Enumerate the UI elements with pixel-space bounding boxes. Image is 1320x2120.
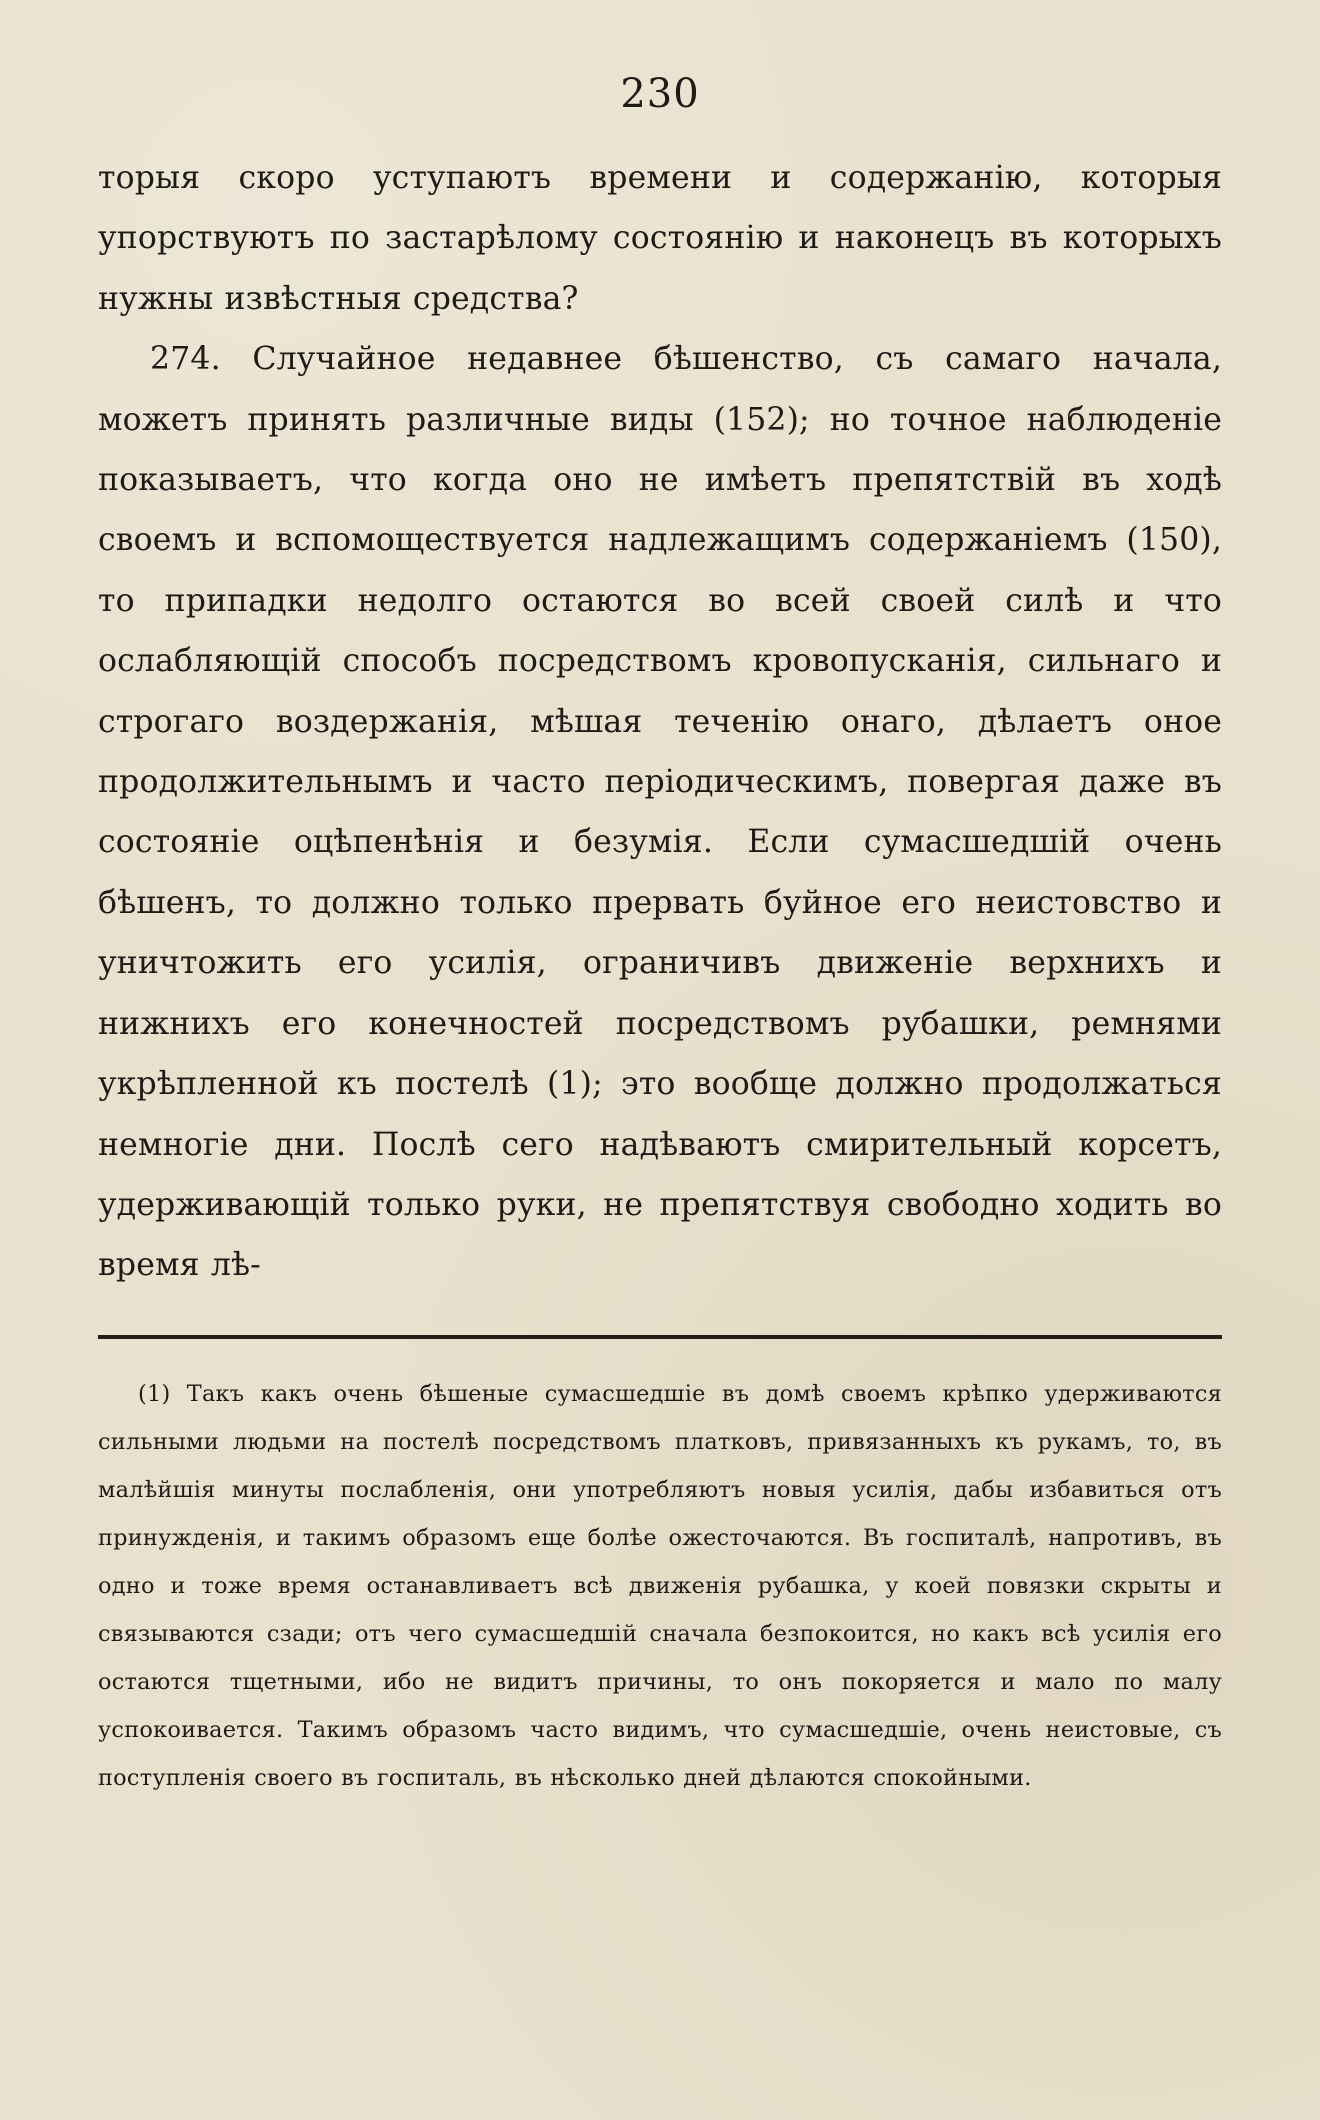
paragraph-continuation: торыя скоро уступаютъ времени и содержанію, которыя упорствуютъ по застарѣлому состоянію и наконецъ въ которыхъ нужны извѣстныя средства?: [98, 160, 1222, 317]
footnote-divider: [98, 1335, 1222, 1339]
paragraph-274: 274. Случайное недавнее бѣшенство, съ самаго начала, можетъ принять различные виды (152); но точное наблюденіе показываетъ, что когда оно не имѣетъ препятствій въ ходѣ своемъ и вспомоществуется надлежащимъ содержаніемъ (150), то припадки недолго остаются во всей своей силѣ и что ослабляющій способъ посредствомъ кровопусканія, сильнаго и строгаго воздержанія, мѣшая теченію онаго, дѣлаетъ оное продолжительнымъ и часто періодическимъ, повергая даже въ состояніе оцѣпенѣнія и безумія. Если сумасшедшій очень бѣшенъ, то должно только прервать буйное его неистовство и уничтожить его усилія, ограничивъ движеніе верхнихъ и нижнихъ его конечностей посредствомъ рубашки, ремнями укрѣпленной къ постелѣ (1); это вообще должно продолжаться немногіе дни. Послѣ сего надѣваютъ смирительный корсетъ, удерживающій только руки, не препятствуя свободно ходить во время лѣ-: [98, 341, 1222, 1284]
footnote-text: (1) Такъ какъ очень бѣшеные сумасшедшіе въ домѣ своемъ крѣпко удерживаются сильными людьми на постелѣ посредствомъ платковъ, привязанныхъ къ рукамъ, то, въ малѣйшія минуты послабленія, они употребляютъ новыя усилія, дабы избавиться отъ принужденія, и такимъ образомъ еще болѣе ожесточаются. Въ госпиталѣ, напротивъ, въ одно и тоже время останавливаетъ всѣ движенія рубашка, у коей повязки скрыты и связываются сзади; отъ чего сумасшедшій сначала безпокоится, но какъ всѣ усилія его остаются тщетными, ибо не видитъ причины, то онъ покоряется и мало по малу успокоивается. Такимъ образомъ часто видимъ, что сумасшедшіе, очень неистовые, съ поступленія своего въ госпиталь, въ нѣсколько дней дѣлаются спокойными.: [98, 1380, 1222, 1792]
footnote: [98, 1370, 1222, 1803]
page-number: 230: [620, 71, 700, 117]
main-text: [98, 148, 1222, 1296]
